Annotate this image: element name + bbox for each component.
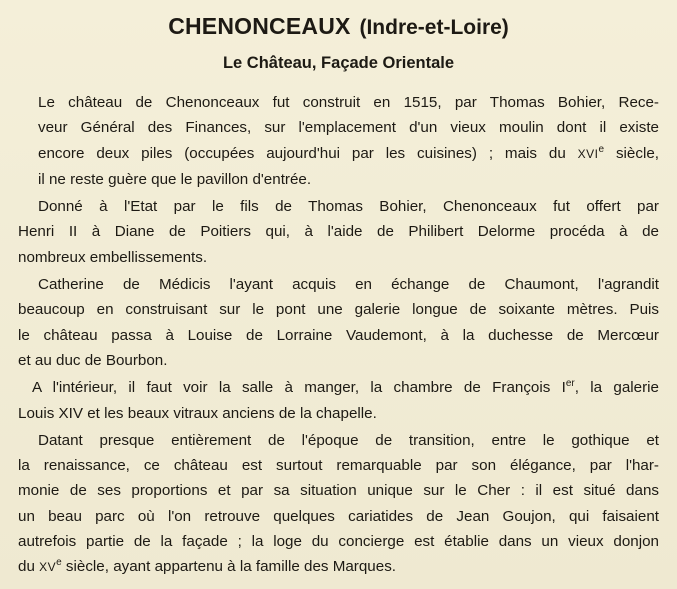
text-fragment: encore deux piles (occupées aujourd'hui par les cuisines) ; mais du	[38, 144, 578, 162]
text-fragment: , la galerie	[574, 379, 660, 397]
text-line: autrefois partie de la façade ; la loge du concierge est établie dans un vieux donjon	[18, 533, 659, 551]
text-line: Louis XIV et les beaux vitraux anciens de la chapelle.	[18, 404, 377, 422]
century-numeral: XV	[39, 560, 57, 575]
title-region: (Indre-et-Loire)	[359, 16, 509, 39]
paragraph-3	[18, 272, 659, 373]
century-numeral: XVI	[577, 146, 599, 161]
text-line: la renaissance, ce château est surtout remarquable par son élégance, par l'har-	[18, 457, 659, 475]
text-line	[18, 554, 659, 580]
century-superscript: e	[598, 143, 605, 155]
text-line: le château passa à Louise de Lorraine Vaudemont, à la duchesse de Mercœur	[18, 326, 659, 344]
text-fragment: du	[18, 558, 40, 576]
text-line: Le château de Chenonceaux fut construit en 1515, par Thomas Bohier, Rece-	[38, 94, 659, 111]
title-chenonceaux: CHENONCEAUX	[168, 13, 351, 39]
text-line: un beau parc où l'on retrouve quelques cariatides de Jean Goujon, qui faisaient	[18, 507, 659, 525]
text-line: Donné à l'Etat par le fils de Thomas Bohier, Chenonceaux fut offert par	[38, 198, 659, 216]
paragraph-4	[18, 375, 659, 426]
paragraph-5	[18, 428, 659, 581]
text-line: beaucoup en construisant sur le pont une galerie longue de soixante mètres. Puis	[18, 301, 659, 319]
text-line	[18, 375, 659, 400]
text-line: monie de ses proportions et par sa situation unique sur le Cher : il est situé dans	[18, 482, 659, 500]
text-fragment: A l'intérieur, il faut voir la salle à manger, la chambre de François I	[32, 379, 566, 397]
page-title	[18, 8, 659, 43]
text-line: Catherine de Médicis l'ayant acquis en échange de Chaumont, l'agrandit	[38, 276, 659, 294]
text-line: Datant presque entièrement de l'époque de transition, entre le gothique et	[38, 431, 659, 449]
text-line: il ne reste guère que le pavillon d'entrée.	[38, 170, 312, 188]
century-superscript: e	[56, 557, 62, 569]
paragraph-1	[18, 90, 659, 192]
text-line: veur Général des Finances, sur l'emplacement d'un vieux moulin dont il existe	[38, 119, 659, 137]
text-line: nombreux embellissements.	[18, 248, 208, 266]
text-line: et au duc de Bourbon.	[18, 351, 168, 369]
ordinal-superscript: er	[565, 378, 575, 390]
text-line: Henri II à Diane de Poitiers qui, à l'aide de Philibert Delorme procéda à de	[18, 223, 659, 241]
page-subtitle: Le Château, Façade Orientale	[222, 54, 455, 72]
text-line	[18, 141, 659, 167]
text-fragment: siècle,	[604, 144, 659, 162]
paragraph-2	[18, 194, 659, 270]
text-fragment: siècle, ayant appartenu à la famille des Marques.	[61, 558, 397, 576]
body-text	[18, 90, 659, 581]
